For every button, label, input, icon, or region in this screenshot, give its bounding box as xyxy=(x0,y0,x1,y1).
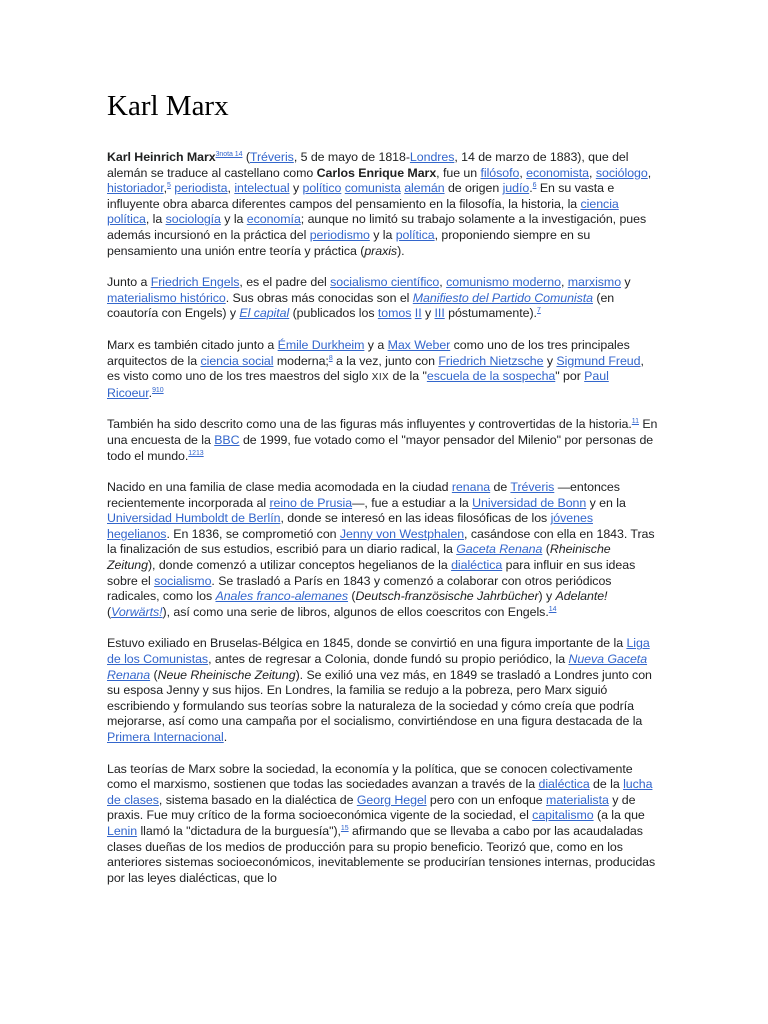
link-historiador[interactable]: historiador xyxy=(107,181,164,196)
link-periodista[interactable]: periodista xyxy=(174,181,228,196)
link-lenin[interactable]: Lenin xyxy=(107,823,138,838)
link-capitalismo[interactable]: capitalismo xyxy=(532,808,594,823)
link-vorwarts[interactable] xyxy=(111,605,162,619)
link-economista[interactable]: economista xyxy=(526,165,590,180)
jahrbucher-title: Deutsch-französische Jahrbücher xyxy=(355,589,539,604)
paragraph-influence: También ha sido descrito como una de las figuras más influyentes y controvertidas de la historia.$^{11}$ En una encuesta de la BBC de 1999, fue votado como el "mayor pensador del Milenio" por personas de todo el mundo.$^{1213}$ xyxy=(107,417,658,463)
link-sociologo[interactable]: sociólogo xyxy=(595,165,648,180)
link-dialectica[interactable]: dialéctica xyxy=(451,558,503,573)
ref-link[interactable]: 7 xyxy=(536,307,541,315)
paragraph-early-life: Nacido en una familia de clase media acomodada en la ciudad renana de Tréveris —entonces recientemente incorporada al reino de Prusia—, fue a estudiar a la Universidad de Bonn y en la Universidad Humboldt de Berlín, donde se interesó en las ideas filosóficas de los jóvenes hegelianos. En 1836, se comprometió con Jenny von Westphalen, casándose con ella en 1843. Tras la finalización de sus estudios, escribió para un diario radical, la Gaceta Renana (Rheinische Zeitung), donde comenzó a utilizar conceptos hegelianos de la dialéctica para influir en sus ideas sobre el socialismo. Se trasladó a París en 1843 y comenzó a colaborar con otros periódicos radicales, como los Anales franco-alemanes (Deutsch-französische Jahrbücher) y Adelante! (Vorwärts!), así como una serie de libros, algunos de ellos coescritos con Engels.$^{14}$ xyxy=(107,480,655,619)
paragraph-exile: Estuvo exiliado en Bruselas-Bélgica en 1845, donde se convirtió en una figura importante de la Liga de los Comunistas, antes de regresar a Colonia, donde fundó su propio periódico, la Nueva Gaceta Renana (Neue Rheinische Zeitung). Se exilió una vez más, en 1849 se trasladó a Londres junto con su esposa Jenny y sus hijos. En Londres, la familia se redujo a la pobreza, pero Marx siguió escribiendo y formulando sus teorías sobre la naturaleza de la sociedad y cómo creía que podría mejorarse, así como una campaña por el socialismo, convirtiéndose en una figura destacada de la Primera Internacional. xyxy=(107,636,652,744)
link-freud[interactable]: Sigmund Freud xyxy=(556,353,641,368)
adelante-title: Adelante! xyxy=(555,589,608,604)
link-tomo-ii[interactable]: II xyxy=(414,306,422,321)
link-ciencia-politica[interactable]: ciencia política xyxy=(107,196,619,227)
manifiesto-title: Manifiesto del Partido Comunista xyxy=(412,290,593,305)
link-marxismo[interactable]: marxismo xyxy=(567,275,622,290)
paragraph-architects: Marx es también citado junto a Émile Durkheim y a Max Weber como uno de los tres principales arquitectos de la ciencia social moderna;$^8$ a la vez, junto con Friedrich Nietzsche y Sigmund Freud, es visto como uno de los tres maestros del siglo XIX de la "escuela de la sospecha" por Paul Ricoeur.$^{910}$ xyxy=(107,337,644,400)
vorwarts-title: Vorwärts! xyxy=(111,604,163,619)
ref-link[interactable]: 910 xyxy=(152,386,164,394)
spanish-name: Carlos Enrique Marx xyxy=(316,165,437,180)
ref-15[interactable] xyxy=(341,825,349,832)
ref-11[interactable] xyxy=(632,418,639,425)
page-title: Karl Marx xyxy=(107,90,229,122)
ref-14[interactable] xyxy=(549,606,557,613)
link-socialismo-cientifico[interactable]: socialismo científico xyxy=(330,275,440,290)
ref-link[interactable]: 5 xyxy=(167,182,171,190)
link-durkheim[interactable]: Émile Durkheim xyxy=(277,337,365,352)
link-tomos[interactable]: tomos xyxy=(377,306,412,321)
link-ciencia-social[interactable]: ciencia social xyxy=(200,353,274,368)
link-filosofo[interactable]: filósofo xyxy=(480,165,520,180)
link-intelectual[interactable]: intelectual xyxy=(234,181,290,196)
nueva-gaceta-title: Nueva Gaceta Renana xyxy=(107,652,648,682)
link-periodismo[interactable]: periodismo xyxy=(309,227,370,242)
link-renana[interactable]: renana xyxy=(451,480,491,495)
paragraph-engels: Junto a Friedrich Engels, es el padre del socialismo científico, comunismo moderno, marxismo y materialismo histórico. Sus obras más conocidas son el Manifiesto del Partido Comunista (en coautoría con Engels) y El capital (publicados los tomos II y III póstumamente).$^7$ xyxy=(107,275,631,321)
link-escuela-sospecha[interactable]: escuela de la sospecha xyxy=(426,369,556,384)
link-anales[interactable] xyxy=(216,589,349,603)
ref-link[interactable]: 11 xyxy=(631,418,639,426)
ref-link[interactable]: 1213 xyxy=(188,449,204,457)
link-el-capital[interactable] xyxy=(239,306,289,320)
link-judio[interactable]: judío xyxy=(502,181,530,196)
ref-link[interactable]: 6 xyxy=(532,182,537,190)
link-weber[interactable]: Max Weber xyxy=(387,337,451,352)
praxis-term: praxis xyxy=(364,243,398,258)
ref-7[interactable] xyxy=(537,307,541,314)
link-dialectica-2[interactable]: dialéctica xyxy=(538,777,590,792)
link-treveris[interactable]: Tréveris xyxy=(249,150,294,164)
ref-12-13[interactable] xyxy=(188,450,203,457)
gaceta-title: Gaceta Renana xyxy=(456,542,543,557)
link-prusia[interactable]: reino de Prusia xyxy=(269,495,353,510)
ref-3-14[interactable] xyxy=(216,151,243,158)
link-primera-internacional[interactable]: Primera Internacional xyxy=(107,730,224,744)
ref-link[interactable]: 3nota 14 xyxy=(215,151,243,158)
el-capital-title: El capital xyxy=(239,306,290,321)
link-bonn[interactable]: Universidad de Bonn xyxy=(472,495,587,510)
link-liga[interactable]: Liga de los Comunistas xyxy=(107,636,650,667)
ref-link[interactable]: 15 xyxy=(340,824,349,832)
link-humboldt[interactable]: Universidad Humboldt de Berlín xyxy=(107,511,281,526)
link-politico[interactable]: político xyxy=(302,181,342,196)
link-bbc[interactable]: BBC xyxy=(214,432,240,447)
link-jenny[interactable]: Jenny von Westphalen xyxy=(339,526,465,541)
link-manifiesto[interactable] xyxy=(413,291,593,305)
link-gaceta-renana[interactable] xyxy=(456,542,542,556)
link-socialismo[interactable]: socialismo xyxy=(154,573,212,588)
paragraph-intro: Karl Heinrich Marx$^{3nota 14}$ (Tréveris, 5 de mayo de 1818-Londres, 14 de marzo de 1883), que del alemán se traduce al castellano como Carlos Enrique Marx, fue un filósofo, economista, sociólogo, historiador,$^5$ periodista, intelectual y político comunista alemán de origen judío.$^6$ En su vasta e influyente obra abarca diferentes campos del pensamiento en la filosofía, la historia, la ciencia política, la sociología y la economía; aunque no limitó su trabajo solamente a la investigación, pues además incursionó en la práctica del periodismo y la política, proponiendo siempre en su pensamiento una unión entre teoría y práctica (praxis). xyxy=(107,150,652,258)
link-treveris-2[interactable]: Tréveris xyxy=(510,480,555,495)
link-sociologia[interactable]: sociología xyxy=(165,212,221,227)
paragraph-theories: Las teorías de Marx sobre la sociedad, la economía y la política, que se conocen colectivamente como el marxismo, sostienen que todas las sociedades avanzan a través de la dialéctica de la lucha de clases, sistema basado en la dialéctica de Georg Hegel pero con un enfoque materialista y de praxis. Fue muy crítico de la forma socioeconómica vigente de la sociedad, el capitalismo (a la que Lenin llamó la "dictadura de la burguesía"),$^{15}$ afirmando que se llevaba a cabo por las acaudaladas clases dueñas de los medios de producción para su propio beneficio. Teorizó que, como en los anteriores sistemas socioeconómicos, inevitablemente se producirían tensiones internas, producidas por las leyes dialécticas, que lo xyxy=(107,761,656,885)
link-tomo-iii[interactable]: III xyxy=(434,306,445,321)
anales-title: Anales franco-alemanes xyxy=(215,589,349,604)
link-hegel[interactable]: Georg Hegel xyxy=(356,792,427,807)
neue-title: Neue Rheinische Zeitung xyxy=(157,667,296,682)
link-engels[interactable]: Friedrich Engels xyxy=(150,275,240,290)
link-aleman[interactable]: alemán xyxy=(404,181,445,196)
article-body xyxy=(107,150,659,902)
link-materialista[interactable]: materialista xyxy=(546,792,609,807)
link-nietzsche[interactable]: Friedrich Nietzsche xyxy=(438,353,544,368)
rheinische-title: Rheinische Zeitung xyxy=(107,542,611,573)
link-politica[interactable]: política xyxy=(395,227,435,242)
link-materialismo-historico[interactable]: materialismo histórico xyxy=(107,290,226,305)
link-lucha-clases[interactable]: lucha de clases xyxy=(107,777,653,807)
link-ricoeur[interactable]: Paul Ricoeur xyxy=(107,369,609,400)
ref-link[interactable]: 8 xyxy=(328,354,333,362)
link-comunismo-moderno[interactable]: comunismo moderno xyxy=(446,275,561,290)
link-comunista[interactable]: comunista xyxy=(344,181,401,196)
link-jovenes-hegelianos[interactable]: jóvenes hegelianos xyxy=(107,511,593,541)
link-londres[interactable]: Londres xyxy=(409,150,455,164)
ref-9-10[interactable] xyxy=(152,387,164,394)
subject-name: Karl Heinrich Marx xyxy=(107,150,216,164)
ref-link[interactable]: 14 xyxy=(548,605,557,613)
link-economia[interactable]: economía xyxy=(246,212,301,227)
century-numeral: XIX xyxy=(371,372,390,384)
